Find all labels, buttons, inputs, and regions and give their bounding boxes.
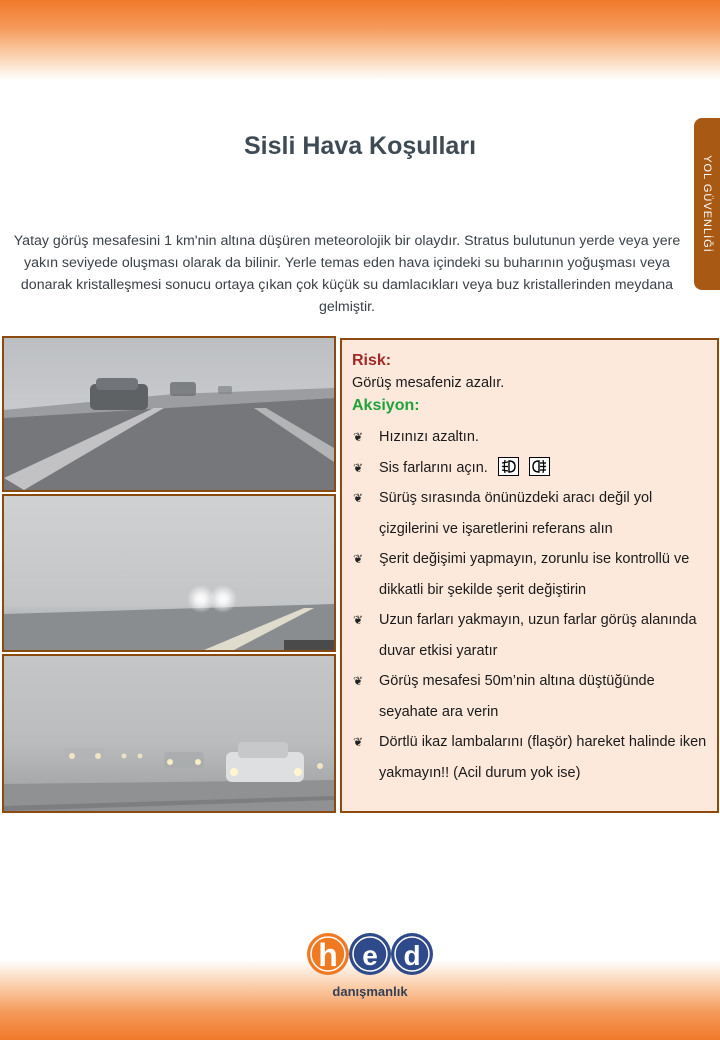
side-tab-label: YOL GÜVENLİĞİ [701, 155, 713, 253]
action-text: Uzun farları yakmayın, uzun farlar görüş alanında duvar etkisi yaratır [379, 612, 697, 659]
risk-text: Görüş mesafeniz azalır. [352, 375, 505, 391]
action-list [352, 422, 707, 788]
action-heading: Aksiyon: [352, 397, 420, 414]
action-text: Şerit değişimi yapmayın, zorunlu ise kontrollü ve dikkatli bir şekilde şerit değiştirin [379, 551, 690, 598]
action-item [352, 422, 707, 453]
front-fog-light-icon [498, 457, 519, 476]
logo-tagline: danışmanlık [332, 984, 408, 999]
action-item [352, 727, 707, 788]
bullet-icon: ❦ [353, 430, 364, 444]
action-item [352, 544, 707, 605]
action-item [352, 666, 707, 727]
risk-heading: Risk: [352, 352, 392, 369]
bullet-icon: ❦ [353, 460, 364, 475]
action-text: Sürüş sırasında önünüzdeki aracı değil yol çizgilerini ve işaretlerini referans alın [379, 490, 653, 537]
bullet-icon: ❦ [353, 735, 364, 749]
svg-text:d: d [403, 940, 421, 971]
rear-fog-light-icon [529, 457, 550, 476]
risk-action-panel [340, 338, 719, 813]
bullet-icon: ❦ [353, 491, 364, 505]
bullet-icon: ❦ [353, 674, 364, 688]
fog-headlights-photo [2, 494, 336, 652]
intro-paragraph: Yatay görüş mesafesini 1 km'nin altına düşüren meteorolojik bir olaydır. Stratus bulutunun yerde veya yere yakın seviyede oluşması olarak da bilinir. Yerle temas eden hava içindeki su buharının yoğuşması veya donarak kristalleşmesi sonucu ortaya çıkan çok küçük su damlacıkları veya buz kristallerinden meydana gelmiştir. [13, 233, 681, 315]
action-text: Hızınızı azaltın. [379, 429, 479, 445]
top-gradient-band [0, 0, 720, 80]
svg-text:h: h [318, 937, 338, 973]
action-item [352, 453, 707, 484]
action-item [352, 483, 707, 544]
action-text: Dörtlü ikaz lambalarını (flaşör) hareket halinde iken yakmayın!! (Acil durum yok ise) [379, 734, 707, 781]
fog-traffic-photo [2, 654, 336, 813]
action-text: Görüş mesafesi 50m’nin altına düştüğünde seyahate ara verin [379, 673, 655, 720]
page-title: Sisli Hava Koşulları [243, 132, 477, 160]
bullet-icon: ❦ [353, 613, 364, 627]
svg-text:e: e [362, 940, 378, 971]
fog-highway-photo [2, 336, 336, 492]
bullet-icon: ❦ [353, 552, 364, 566]
action-item [352, 605, 707, 666]
action-text: Sis farlarını açın. [379, 459, 488, 476]
